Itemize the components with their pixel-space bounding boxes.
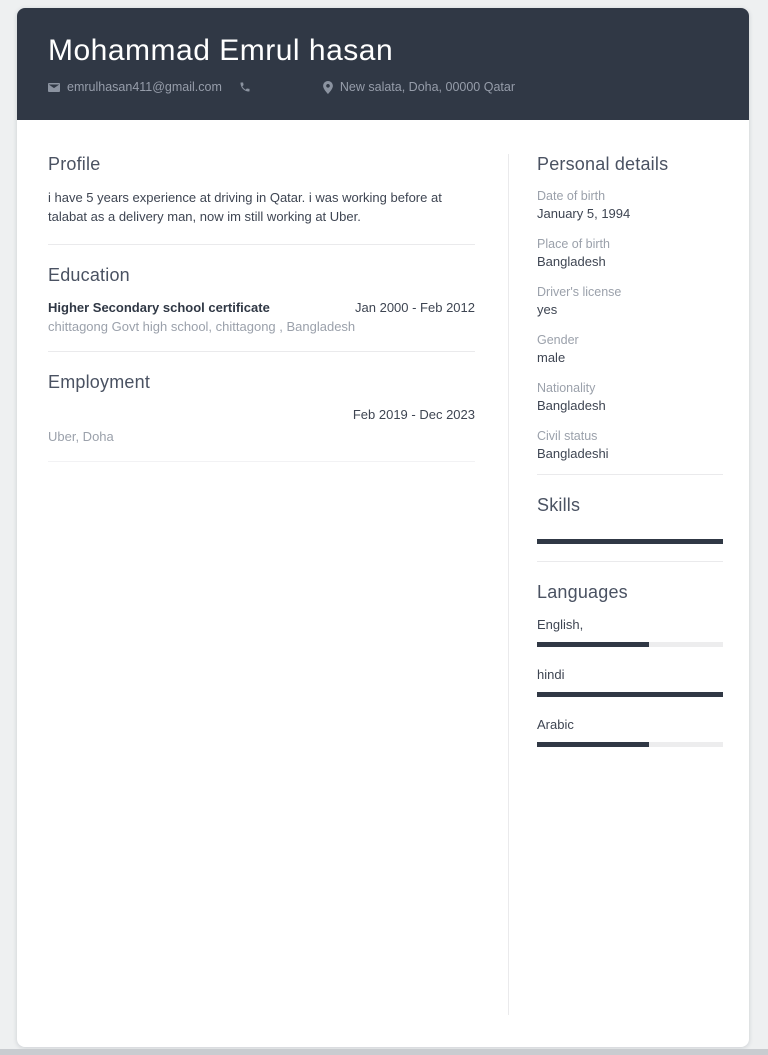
education-entry [48,300,475,334]
employment-dates: Feb 2019 - Dec 2023 [352,406,475,422]
envelope-icon [48,83,60,92]
detail-item [537,189,723,221]
language-label: Arabic [537,717,574,732]
employment-heading: Employment [48,371,151,392]
employment-entry [48,407,475,444]
section-personal-details [537,154,723,461]
sidebar-column [508,154,723,1015]
section-skills [537,495,723,544]
divider [48,461,475,462]
language-label: hindi [537,667,565,682]
detail-value: Bangladeshi [537,446,609,461]
detail-item [537,333,723,365]
education-heading: Education [48,264,130,285]
detail-value: male [537,350,566,365]
detail-label: Gender [537,333,579,347]
location-icon [323,81,333,94]
skill-level-fill [537,539,723,544]
detail-label: Civil status [537,429,598,443]
detail-item [537,381,723,413]
detail-value: yes [537,302,558,317]
section-education [48,265,475,334]
language-level-bar [537,642,723,647]
skills-heading: Skills [537,495,581,515]
detail-item [537,237,723,269]
detail-value: Bangladesh [537,398,606,413]
divider [48,244,475,245]
personal-details-heading: Personal details [537,154,669,174]
detail-label: Nationality [537,381,596,395]
profile-heading: Profile [48,154,101,174]
education-dates: Jan 2000 - Feb 2012 [355,299,475,315]
language-label: English, [537,617,584,632]
detail-value: January 5, 1994 [537,206,631,221]
profile-text: i have 5 years experience at driving in Qatar. i was working before at talabat as a delivery man, now im still working at Uber. [48,190,442,224]
resume-header [17,8,749,120]
detail-label: Place of birth [537,237,610,251]
language-level-bar [537,692,723,697]
languages-heading: Languages [537,582,628,602]
detail-value: Bangladesh [537,254,606,269]
phone-icon [239,81,251,93]
language-level-fill [537,742,649,747]
skill-level-bar [537,539,723,544]
resume-body [17,120,749,1015]
language-level-bar [537,742,723,747]
divider [48,351,475,352]
section-employment [48,372,475,444]
divider [537,561,723,562]
employment-company: Uber, Doha [48,428,114,444]
resume-document [17,8,749,1047]
viewport-bottom-edge [0,1049,768,1055]
section-languages [537,582,723,747]
detail-item [537,429,723,461]
location-text: New salata, Doha, 00000 Qatar [339,80,515,94]
language-level-fill [537,642,649,647]
divider [537,474,723,475]
education-title: Higher Secondary school certificate [48,299,270,315]
email-text: emrulhasan411@gmail.com [67,80,222,94]
candidate-name: Mohammad Emrul hasan [48,34,394,67]
language-item [537,717,723,747]
language-level-fill [537,692,723,697]
detail-label: Driver's license [537,285,622,299]
detail-label: Date of birth [537,189,606,203]
main-column [48,154,475,1015]
language-item [537,667,723,697]
detail-item [537,285,723,317]
contact-row [48,80,718,94]
education-school: chittagong Govt high school, chittagong , Bangladesh [48,318,356,334]
section-profile [48,154,475,227]
language-item [537,617,723,647]
